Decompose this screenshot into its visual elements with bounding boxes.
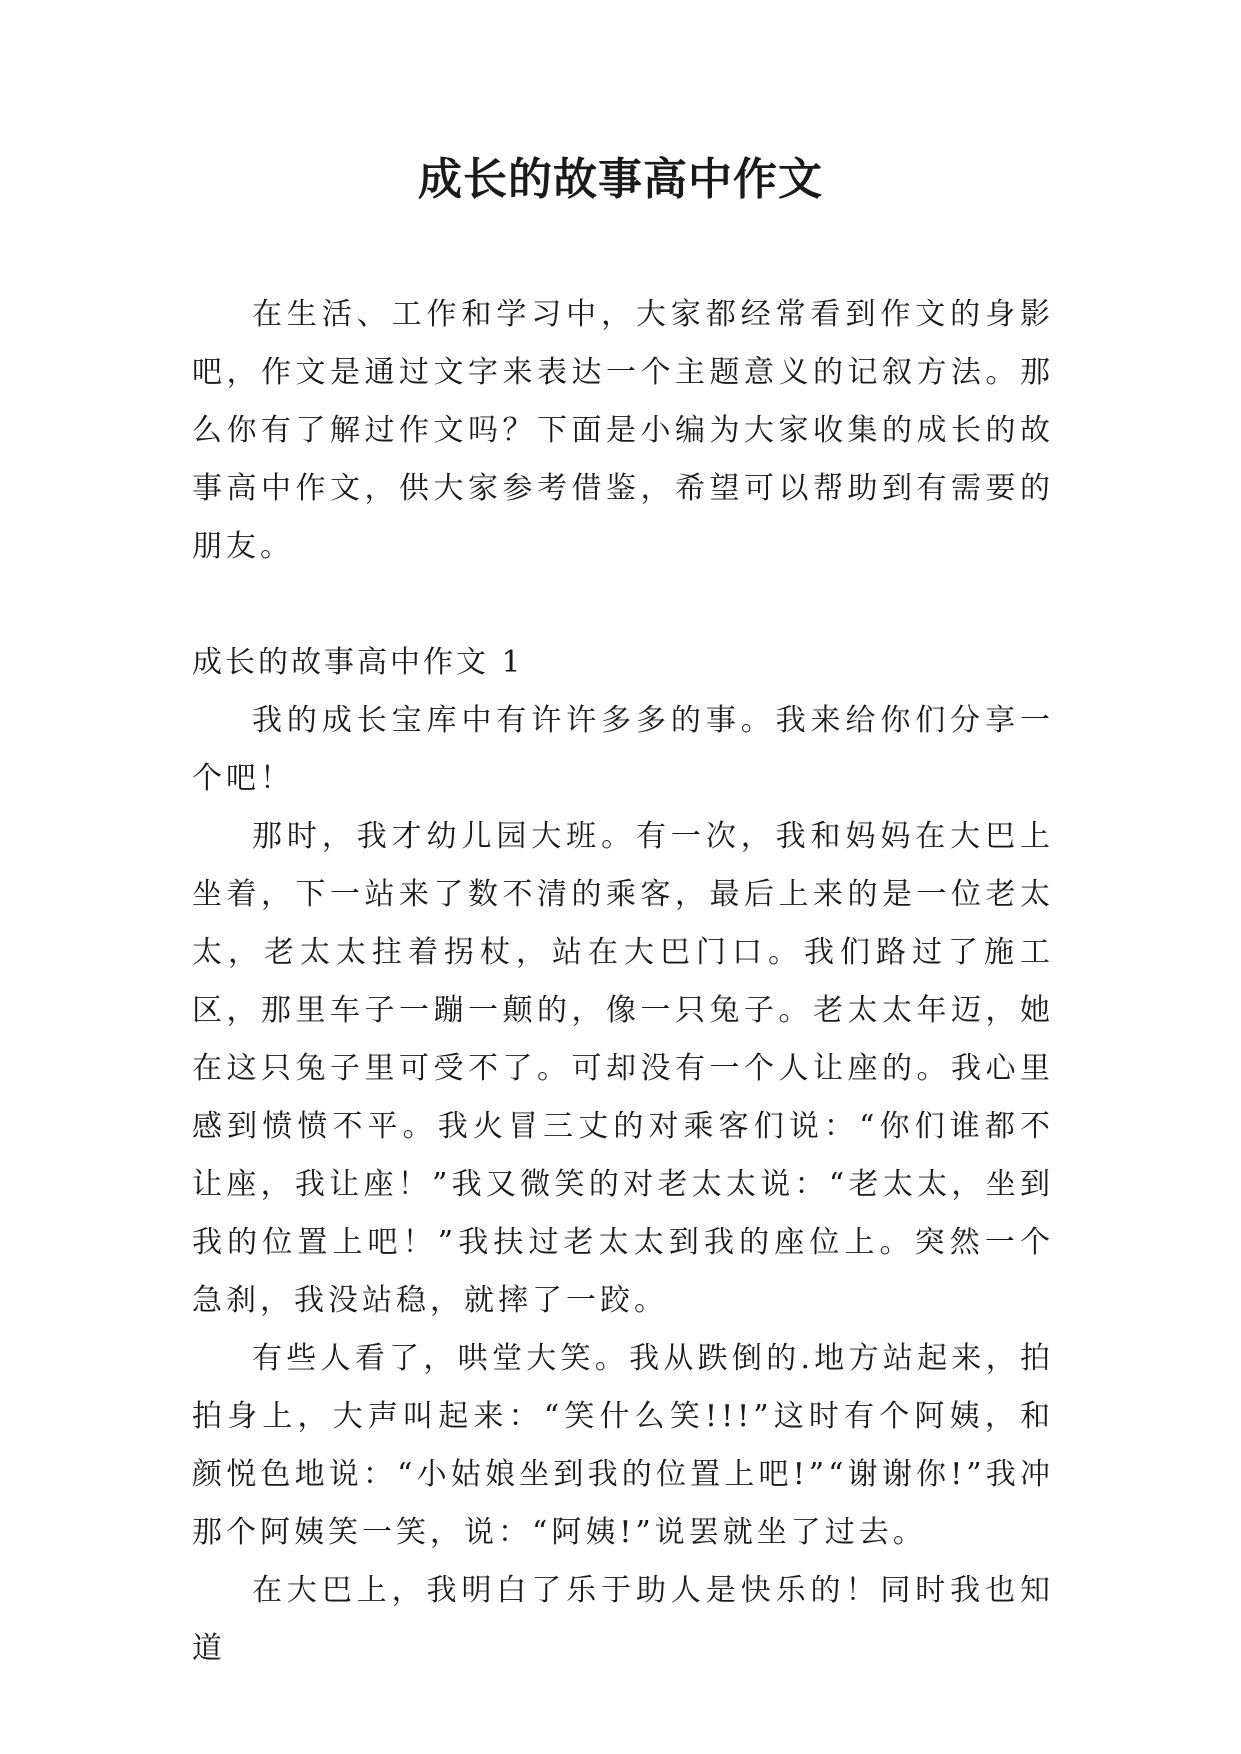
intro-paragraph: 在生活、工作和学习中，大家都经常看到作文的身影吧，作文是通过文字来表达一个主题意义的记叙方法。那么你有了解过作文吗？下面是小编为大家收集的成长的故事高中作文，供大家参考借鉴，希望可以帮助到有需要的朋友。 [192,297,1054,564]
document-title: 成长的故事高中作文 [418,154,823,205]
body-paragraph-4: 在大巴上，我明白了乐于助人是快乐的！同时我也知道 [192,1573,1054,1666]
section-heading: 成长的故事高中作文 1 [192,645,524,680]
body-paragraph-1: 我的成长宝库中有许许多多的事。我来给你们分享一个吧！ [192,703,1054,796]
body-paragraph-2: 那时，我才幼儿园大班。有一次，我和妈妈在大巴上坐着，下一站来了数不清的乘客，最后上来的是一位老太太，老太太拄着拐杖，站在大巴门口。我们路过了施工区，那里车子一蹦一颠的，像一只兔子。老太太年迈，她在这只兔子里可受不了。可却没有一个人让座的。我心里感到愤愤不平。我火冒三丈的对乘客们说：“你们谁都不让座，我让座！”我又微笑的对老太太说：“老太太，坐到我的位置上吧！”我扶过老太太到我的座位上。突然一个急刹，我没站稳，就摔了一跤。 [192,819,1054,1318]
body-paragraph-3: 有些人看了，哄堂大笑。我从跌倒的.地方站起来，拍拍身上，大声叫起来：“笑什么笑!!!”这时有个阿姨，和颜悦色地说：“小姑娘坐到我的位置上吧!”“谢谢你!”我冲那个阿姨笑一笑，说：“阿姨!”说罢就坐了过去。 [192,1341,1054,1550]
document-body [192,286,1054,1678]
